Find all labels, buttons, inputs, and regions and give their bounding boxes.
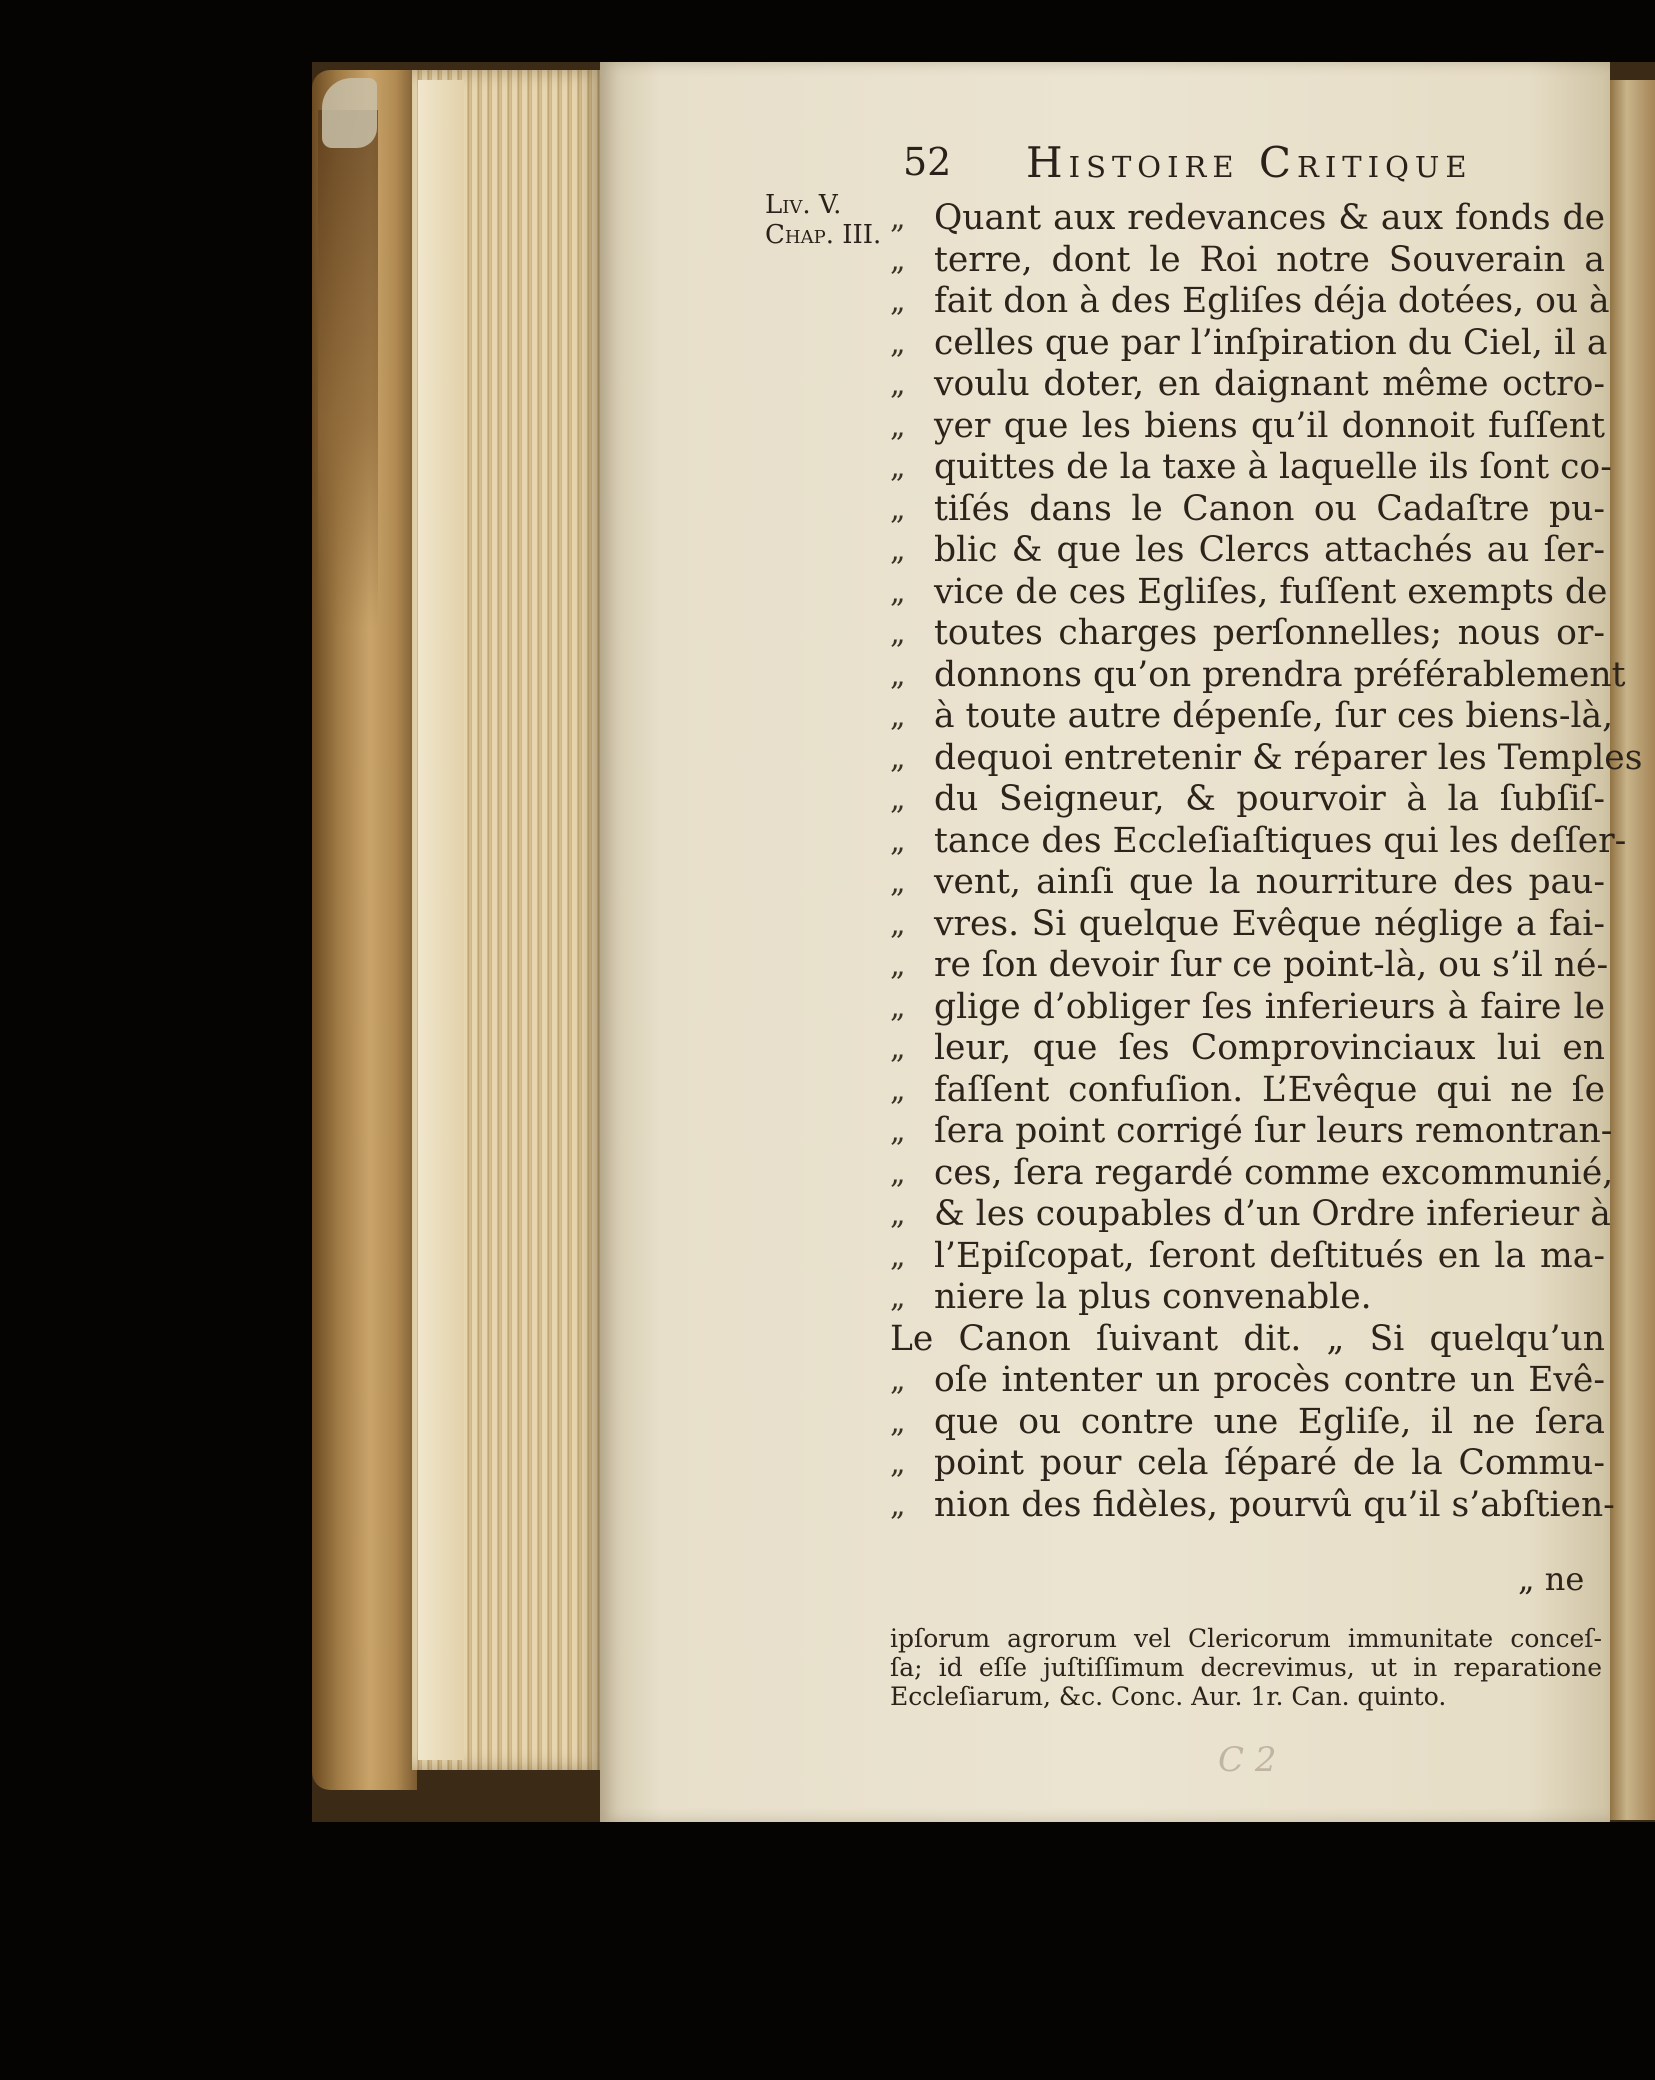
quote-mark: „: [890, 1487, 906, 1523]
text-line: [890, 820, 1627, 863]
footnote-line: ſa; id eſſe juſtiſſimum decrevimus, ut in reparatione: [890, 1653, 1602, 1682]
quote-mark: „: [890, 574, 906, 610]
line-text: blic & que les Clercs attachés au ſer-: [934, 530, 1605, 570]
line-text: Quant aux redevances & aux fonds de: [934, 198, 1605, 238]
text-line: [890, 1443, 1605, 1485]
line-text: re ſon devoir ſur ce point-là, ou s’il né-: [934, 945, 1609, 985]
line-text: tance des Eccleſiaſtiques qui les deſſer-: [934, 820, 1627, 861]
quote-mark: „: [890, 1363, 906, 1398]
text-line: [890, 1152, 1614, 1195]
quote-mark: „: [890, 865, 906, 900]
quote-mark: „: [890, 740, 906, 776]
quote-mark: „: [890, 242, 906, 278]
text-line: [890, 1484, 1615, 1527]
text-line: [890, 406, 1605, 448]
line-text: que ou contre une Egliſe, il ne ſera: [934, 1401, 1605, 1442]
text-line: [890, 613, 1605, 655]
line-text: quittes de la taxe à laquelle ils ſont co-: [934, 447, 1612, 487]
quote-mark: „: [890, 450, 906, 485]
margin-note-chapter: Chap. III.: [765, 220, 882, 250]
body-text: [890, 198, 1643, 1526]
text-line: [890, 987, 1605, 1029]
quote-mark: „: [890, 1114, 906, 1149]
line-text: du Seigneur, & pourvoir à la ſubſiſ-: [934, 779, 1605, 819]
line-text: vice de ces Egliſes, fuſſent exempts de: [934, 571, 1608, 612]
line-text: yer que les biens qu’il donnoit fuſſent: [934, 405, 1605, 446]
quote-mark: „: [890, 533, 906, 568]
text-line: [890, 904, 1605, 946]
line-text: fait don à des Egliſes déja dotées, ou à: [934, 281, 1610, 321]
text-line: [890, 322, 1608, 365]
footnote-line: ipſorum agrorum vel Clericorum immunitate conceſ-: [890, 1624, 1602, 1653]
quote-mark: „: [890, 325, 906, 361]
quote-mark: „: [890, 823, 906, 859]
line-text: point pour cela ſéparé de la Commu-: [934, 1443, 1605, 1483]
text-line: [890, 364, 1605, 406]
quote-mark: „: [890, 1197, 906, 1232]
margin-note: [765, 190, 905, 250]
quote-mark: „: [890, 1280, 906, 1315]
quote-mark: „: [890, 989, 906, 1025]
text-line: [890, 1360, 1605, 1402]
catchword: „ ne: [1518, 1560, 1585, 1598]
line-text: l’Epiſcopat, ſeront deſtitués en la ma-: [934, 1235, 1605, 1276]
line-text: dequoi entretenir & réparer les Temples: [934, 737, 1643, 778]
text-line: [890, 696, 1614, 738]
quote-mark: „: [890, 699, 906, 734]
line-text: niere la plus convenable.: [934, 1277, 1372, 1317]
line-text: & les coupables d’un Ordre inferieur à: [934, 1194, 1611, 1234]
line-text: à toute autre dépenſe, ſur ces biens-là,: [934, 696, 1614, 736]
text-line: [890, 1070, 1605, 1112]
quote-mark: „: [890, 1072, 906, 1108]
quote-mark: „: [890, 1446, 906, 1481]
line-text: vres. Si quelque Evêque néglige a fai-: [934, 903, 1605, 944]
line-text: voulu doter, en daignant même octro-: [934, 364, 1605, 404]
text-line: [890, 945, 1609, 987]
text-line: [890, 1194, 1611, 1236]
line-text: oſe intenter un procès contre un Evê-: [934, 1360, 1605, 1400]
line-text: tiſés dans le Canon ou Cadaſtre pu-: [934, 488, 1605, 529]
line-text: faſſent confuſion. L’Evêque qui ne ſe: [934, 1069, 1605, 1110]
line-text: toutes charges perſonnelles; nous or-: [934, 613, 1605, 653]
text-line: [890, 1402, 1605, 1444]
text-line: [890, 862, 1605, 904]
text-line: [890, 779, 1605, 821]
text-line: [890, 530, 1605, 572]
line-text: nion des fidèles, pourvû qu’il s’abſtien-: [934, 1484, 1615, 1525]
footnote: [890, 1624, 1602, 1711]
text-line: [890, 1277, 1605, 1319]
text-line: [890, 198, 1605, 240]
quote-mark: „: [890, 1155, 906, 1191]
quote-mark: „: [890, 616, 906, 651]
quote-mark: „: [890, 491, 906, 527]
quote-mark: „: [890, 1238, 906, 1274]
text-line: [890, 571, 1608, 614]
text-line: [890, 240, 1605, 282]
line-text: Le Canon ſuivant dit. „ Si quelqu’un: [890, 1318, 1605, 1359]
text-line: [890, 654, 1626, 697]
quote-mark: „: [890, 782, 906, 817]
text-line: [890, 281, 1610, 323]
line-text: celles que par l’inſpiration du Ciel, il a: [934, 322, 1608, 363]
line-text: donnons qu’on prendra préférablement: [934, 654, 1626, 695]
line-text: ces, ſera regardé comme excommunié,: [934, 1152, 1614, 1193]
quote-mark: „: [890, 657, 906, 693]
line-text: vent, ainſi que la nourriture des pau-: [934, 862, 1605, 902]
line-text: glige d’obliger ſes inferieurs à faire le: [934, 986, 1605, 1027]
page-number: 52: [903, 140, 952, 184]
margin-note-book: Liv. V.: [765, 190, 842, 220]
quote-mark: „: [890, 1404, 906, 1440]
quote-mark: „: [890, 906, 906, 942]
text-line: [890, 1111, 1613, 1153]
quote-mark: „: [890, 948, 906, 983]
footnote-line: Eccleſiarum, &c. Conc. Aur. 1r. Can. quinto.: [890, 1682, 1447, 1711]
line-text: ſera point corrigé ſur leurs remontran-: [934, 1111, 1613, 1151]
line-text: leur, que ſes Comprovinciaux lui en: [934, 1028, 1605, 1068]
quote-mark: „: [890, 284, 906, 319]
quote-mark: „: [890, 1031, 906, 1066]
quote-mark: „: [890, 201, 906, 236]
text-line: [890, 447, 1612, 489]
text-line: [890, 1028, 1605, 1070]
text-line: [890, 737, 1643, 780]
quote-mark: „: [890, 408, 906, 444]
text-line: [890, 1236, 1605, 1278]
signature-mark: C 2: [1218, 1740, 1277, 1780]
line-text: terre, dont le Roi notre Souverain a: [934, 239, 1605, 280]
quote-mark: „: [890, 367, 906, 402]
running-head: Histoire Critique: [1026, 138, 1473, 187]
text-line: [890, 489, 1605, 531]
text-line: [890, 1319, 1605, 1361]
